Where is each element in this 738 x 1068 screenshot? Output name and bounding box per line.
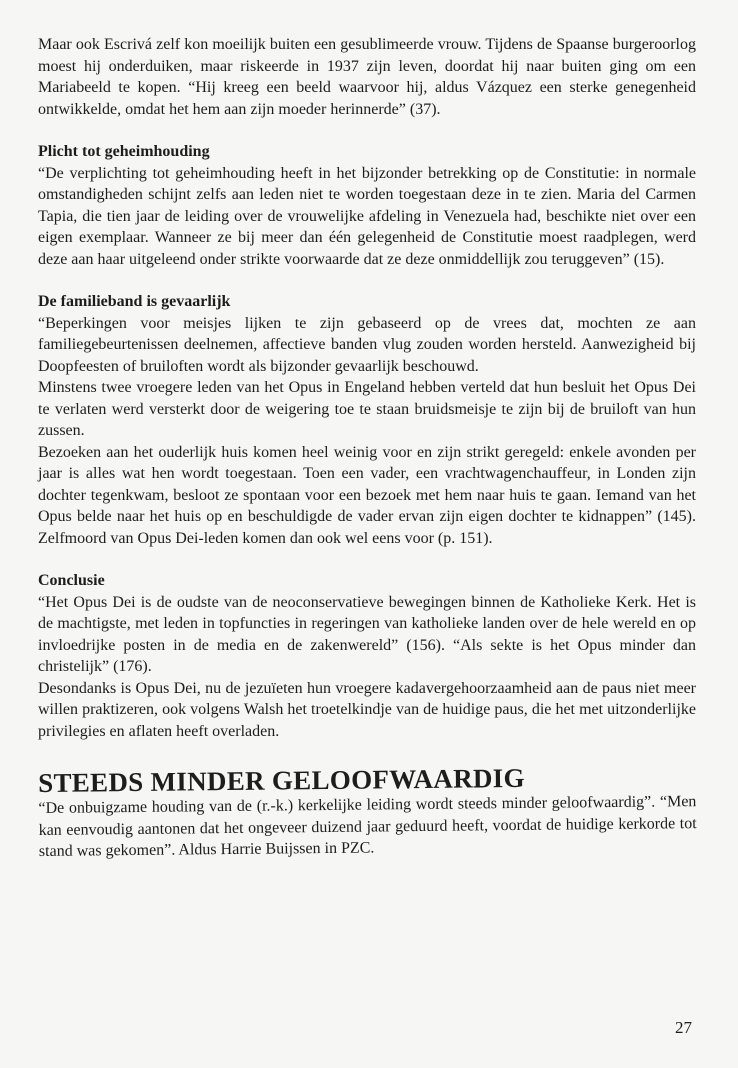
- article-block: [38, 761, 697, 862]
- section-paragraph: “Beperkingen voor meisjes lijken te zijn gebaseerd op de vrees dat, mochten ze aan familiegebeurtenissen deelnemen, affectieve banden vlug zouden worden hersteld. Aanwezigheid bij Doopfeesten of bruiloften wordt als bijzonder gevaarlijk beschouwd.: [38, 314, 696, 375]
- section-heading: Plicht tot geheimhouding: [38, 143, 210, 160]
- section-geheimhouding: [38, 141, 696, 270]
- intro-paragraph: Maar ook Escrivá zelf kon moeilijk buiten een gesublimeerde vrouw. Tijdens de Spaanse burgeroorlog moest hij onderduiken, maar riskeerde in 1937 zijn leven, doordat hij naar buiten ging om een Mariabeeld te kopen. “Hij kreeg een beeld waarvoor hij, aldus Vázquez een sterke genegenheid ontwikkelde, omdat het hem aan zijn moeder herinnerde” (37).: [38, 36, 696, 118]
- section-heading: Conclusie: [38, 572, 105, 589]
- section-paragraph: Bezoeken aan het ouderlijk huis komen heel weinig voor en zijn strikt geregeld: enkele avonden per jaar is alles wat hen wordt toegestaan. Toen een vader, een vrachtwagenchauffeur, in Londen zijn dochter tegenkwam, besloot ze spontaan voor een bezoek met hem naar huis te gaan. Iemand van het Opus belde naar het huis op en beschuldigde de vader ervan zijn eigen dochter te kidnappen” (145). Zelfmoord van Opus Dei-leden komen dan ook wel eens voor (p. 151).: [38, 443, 696, 547]
- section-paragraph: Minstens twee vroegere leden van het Opus in Engeland hebben verteld dat hun besluit het Opus Dei te verlaten werd versterkt door de weigering toe te staan bruidsmeisje te zijn bij de bruiloft van hun zussen.: [38, 379, 696, 439]
- section-conclusie: [38, 570, 696, 742]
- section-heading: De familieband is gevaarlijk: [38, 293, 231, 310]
- section-paragraph: “De verplichting tot geheimhouding heeft in het bijzonder betrekking op de Constitutie: in normale omstandigheden schijnt zelfs aan leden niet te worden toegestaan deze in te zien. Maria del Carmen Tapia, die tien jaar de leiding over de vrouwelijke afdeling in Venezuela had, beschikte niet over een eigen exemplaar. Wanneer ze bij meer dan één gelegenheid de Constitutie moest raadplegen, werd deze aan haar uitgeleend onder strikte voorwaarde dat ze deze onmiddellijk zou teruggeven” (15).: [38, 164, 696, 268]
- article-title: STEEDS MINDER GELOOFWAARDIG: [38, 762, 525, 798]
- page-number: 27: [675, 1018, 692, 1037]
- section-paragraph: “Het Opus Dei is de oudste van de neoconservatieve bewegingen binnen de Katholieke Kerk. Het is de machtigste, met leden in topfuncties in regeringen van katholieke landen over de hele wereld en op invloedrijke posten in de media en de zakenwereld” (156). “Als sekte is het Opus minder dan christelijk” (176).: [38, 593, 696, 675]
- article-paragraph: “De onbuigzame houding van de (r.-k.) kerkelijke leiding wordt steeds minder geloofwaardig”. “Men kan eenvoudig aantonen dat het ongeveer duizend jaar geduurd heeft, voordat de huidige kerkorde tot stand was gekomen”. Aldus Harrie Buijssen in PZC.: [38, 793, 697, 860]
- section-familieband: [38, 291, 696, 549]
- intro-block: [38, 34, 696, 120]
- section-paragraph: Desondanks is Opus Dei, nu de jezuïeten hun vroegere kadavergehoorzaamheid aan de paus niet meer willen praktizeren, ook volgens Walsh het troetelkindje van de huidige paus, die het met uitzonderlijke privilegies en aflaten heeft overladen.: [38, 679, 696, 740]
